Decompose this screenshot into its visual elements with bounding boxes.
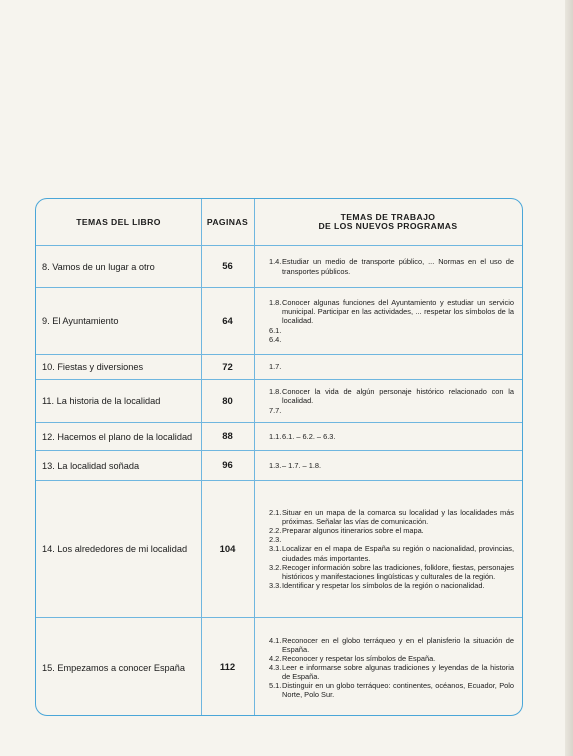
programa-entry (269, 681, 514, 699)
programa-number: 3.3. (269, 580, 282, 590)
tema-cell: 13. La localidad soñada (42, 460, 140, 471)
programa-text: 6.1. – 6.2. – 6.3. (282, 431, 336, 441)
programa-text: Localizar en el mapa de España su región o nacionalidad, provincias, ciudades más importantes. (282, 544, 514, 563)
pagina-cell: 64 (222, 315, 233, 327)
programa-number: 2.1. (269, 508, 282, 518)
programa-entry (269, 461, 514, 470)
programa-entry (269, 581, 514, 590)
programas-cell (254, 288, 522, 354)
programas-cell (254, 451, 522, 480)
column-divider (201, 246, 202, 287)
tema-cell: 15. Empezamos a conocer España (42, 662, 185, 673)
programa-text: Situar en un mapa de la comarca su localidad y las localidades más próximas. Señalar las vías de comunicación. (282, 508, 514, 527)
programa-entry (269, 335, 514, 344)
table-row (36, 380, 522, 423)
pagina-cell: 72 (222, 361, 233, 373)
column-divider (201, 618, 202, 716)
programa-number: 1.1. (269, 431, 282, 441)
column-divider (201, 423, 202, 450)
programa-number: 1.4. (269, 257, 282, 267)
programa-number: 4.1. (269, 635, 282, 645)
programa-text: Conocer algunas funciones del Ayuntamiento y estudiar un servicio municipal. Participar en las actividades, ... respetar los símbolos de la localidad. (282, 298, 514, 326)
header-temas-de-trabajo-line1: TEMAS DE TRABAJO (340, 211, 436, 222)
programs-table (35, 198, 523, 716)
column-divider (254, 618, 255, 716)
programas-cell (254, 618, 522, 716)
page-edge (565, 0, 573, 756)
programa-number: 4.3. (269, 662, 282, 672)
column-divider (201, 355, 202, 379)
column-divider (201, 380, 202, 422)
programa-text: Reconocer y respetar los símbolos de España. (282, 653, 436, 663)
programa-entry (269, 636, 514, 654)
tema-cell: 9. El Ayuntamiento (42, 316, 119, 326)
programa-number: 3.2. (269, 562, 282, 572)
programa-number: 3.1. (269, 544, 282, 554)
programas-cell (254, 481, 522, 617)
programa-entry (269, 508, 514, 526)
programa-entry (269, 432, 514, 441)
header-temas-de-trabajo-line2: DE LOS NUEVOS PROGRAMAS (318, 221, 458, 231)
programa-entry (269, 387, 514, 405)
programa-entry (269, 362, 514, 371)
programa-text (282, 362, 514, 371)
programa-entry (269, 257, 514, 275)
programa-number: 6.1. (269, 325, 282, 335)
programa-number: 4.2. (269, 653, 282, 663)
table-row (36, 451, 522, 481)
table-row (36, 355, 522, 380)
programa-text: Distinguir en un globo terráqueo: continentes, océanos, Ecuador, Polo Norte, Polo Sur. (282, 681, 514, 700)
pagina-cell: 56 (222, 261, 233, 272)
programa-text: Conocer la vida de algún personaje histórico relacionado con la localidad. (282, 387, 514, 406)
programas-cell (254, 355, 522, 379)
programa-number: 1.3. (269, 460, 282, 470)
programa-number: 6.4. (269, 334, 282, 344)
programa-text: Preparar algunos itinerarios sobre el mapa. (282, 526, 424, 536)
header-temas-del-libro: TEMAS DEL LIBRO (76, 217, 161, 227)
column-divider (254, 288, 255, 354)
programa-number: 2.2. (269, 526, 282, 536)
programa-entry (269, 654, 514, 663)
table-row (36, 481, 522, 618)
tema-cell: 12. Hacemos el plano de la localidad (42, 431, 193, 442)
pagina-cell: 112 (219, 662, 236, 673)
pagina-cell: 96 (222, 460, 233, 471)
pagina-cell: 88 (222, 431, 233, 442)
tema-cell: 11. La historia de la localidad (42, 396, 161, 406)
programa-number: 7.7. (269, 405, 282, 415)
tema-cell: 14. Los alrededores de mi localidad (42, 544, 188, 554)
column-divider (254, 355, 255, 379)
programa-text (282, 326, 514, 335)
table-row (36, 246, 522, 288)
column-divider (254, 451, 255, 480)
column-divider (254, 246, 255, 287)
programa-text: Leer e informarse sobre algunas tradiciones y leyendas de la historia de España. (282, 662, 514, 682)
programa-entry (269, 298, 514, 325)
programa-number: 1.7. (269, 362, 282, 372)
programa-text: Identificar y respetar los símbolos de la región o nacionalidad. (282, 580, 485, 590)
programa-number: 5.1. (269, 681, 282, 691)
column-divider (201, 288, 202, 354)
programas-cell (254, 380, 522, 422)
programa-entry (269, 406, 514, 415)
programas-cell (254, 423, 522, 450)
column-divider (254, 199, 255, 245)
programas-cell (254, 246, 522, 287)
column-divider (254, 481, 255, 617)
column-divider (254, 423, 255, 450)
table-row (36, 288, 522, 355)
programa-number: 2.3. (269, 535, 282, 545)
programa-text: Reconocer en el globo terráqueo y en el planisferio la situación de España. (282, 635, 514, 654)
programa-entry (269, 663, 514, 681)
column-divider (201, 199, 202, 245)
programa-entry (269, 526, 514, 535)
tema-cell: 10. Fiestas y diversiones (42, 362, 144, 372)
programa-entry (269, 535, 514, 544)
programa-text (282, 535, 514, 544)
tema-cell: 8. Vamos de un lugar a otro (42, 261, 155, 272)
column-divider (201, 481, 202, 617)
header-temas-de-trabajo (254, 199, 522, 245)
programa-entry (269, 544, 514, 562)
table-row (36, 423, 522, 451)
programa-number: 1.8. (269, 298, 282, 308)
programa-text: Recoger información sobre las tradiciones, folklore, fiestas, personajes históricos y manifestaciones lingüísticas y culturales de la región. (282, 562, 514, 581)
column-divider (201, 451, 202, 480)
programa-entry (269, 563, 514, 581)
programa-text (282, 406, 514, 415)
table-header (36, 199, 522, 246)
header-paginas: PAGINAS (206, 217, 249, 227)
column-divider (254, 380, 255, 422)
table-row (36, 618, 522, 716)
programa-number: 1.8. (269, 387, 282, 397)
pagina-cell: 104 (219, 543, 236, 555)
programa-text (282, 335, 514, 344)
programa-entry (269, 326, 514, 335)
programa-text: Estudiar un medio de transporte público, ... Normas en el uso de transportes públicos. (282, 257, 514, 276)
programa-text: – 1.7. – 1.8. (282, 460, 322, 470)
pagina-cell: 80 (222, 395, 233, 407)
